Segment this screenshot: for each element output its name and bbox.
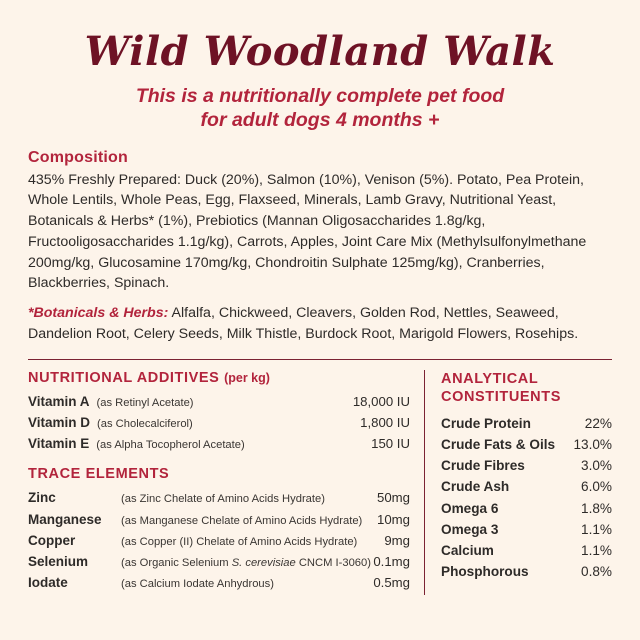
trace-value: 10mg [377,511,410,527]
table-row [28,413,410,433]
constituent-value: 3.0% [581,458,612,474]
trace-desc: (as Copper (II) Chelate of Amino Acids Hydrate) [121,535,358,548]
trace-value: 9mg [384,532,410,548]
table-row [441,476,612,497]
trace-value: 0.1mg [373,554,410,570]
table-row [28,434,410,454]
constituent-name: Crude Ash [441,479,510,495]
tables-row [28,370,612,595]
trace-desc: (as Manganese Chelate of Amino Acids Hydrate) [121,514,363,527]
analytical-heading-line-2: CONSTITUENTS [441,388,561,405]
table-row [441,561,612,582]
constituent-value: 13.0% [573,437,612,453]
composition-body: 435% Freshly Prepared: Duck (20%), Salmon (10%), Venison (5%). Potato, Pea Protein, Whole Lentils, Whole Peas, Egg, Flaxseed, Minerals, Lamb Gravy, Nutritional Yeast, Botanicals & Herbs* (1%), Prebiotics (Mannan Oligosaccharides 1.8g/kg, Fructooligosaccharides 1.1g/kg), Carrots, Apples, Joint Care Mix (Methylsulfonylmethane 200mg/kg, Glucosamine 170mg/kg, Chondroitin Sulphate 125mg/kg), Cranberries, Blackberries, Spinach. [28,171,587,292]
analytical-heading-line-1: ANALYTICAL [441,370,539,387]
subtitle [28,84,612,133]
constituent-value: 22% [584,415,612,431]
additive-value: 18,000 IU [352,393,410,409]
table-row [28,488,410,508]
analytical-constituents-column [425,370,612,595]
table-row [28,531,410,551]
botanicals-body: Alfalfa, Chickweed, Cleavers, Golden Rod, Nettles, Seaweed, Dandelion Root, Celery Seeds, Milk Thistle, Burdock Root, Marigold Flowers, Rosehips. [28,305,579,342]
constituent-value: 1.1% [581,521,612,537]
nutritional-additives-heading [28,370,410,386]
constituent-value: 0.8% [581,564,612,580]
trace-desc: (as Zinc Chelate of Amino Acids Hydrate) [121,493,325,506]
subtitle-line-2: for adult dogs 4 months + [200,109,440,132]
additive-name: Vitamin D [28,414,91,430]
table-row [441,540,612,561]
trace-desc [114,555,373,572]
constituent-name: Crude Fats & Oils [441,437,556,453]
constituent-value: 1.1% [581,543,612,559]
constituent-name: Omega 3 [441,521,499,537]
constituent-value: 1.8% [581,500,612,516]
trace-value: 50mg [377,490,410,506]
table-row [28,573,410,593]
nutritional-additives-per-kg: (per kg) [224,370,270,385]
composition-heading: Composition [28,148,128,166]
additive-value: 1,800 IU [360,414,410,430]
additive-desc: (as Retinyl Acetate) [96,396,194,409]
trace-elements-heading: TRACE ELEMENTS [28,466,170,483]
additive-name: Vitamin A [28,393,90,409]
divider-horizontal [28,359,612,360]
table-row [441,455,612,476]
trace-name: Copper [28,532,76,548]
table-row [441,498,612,519]
trace-name: Manganese [28,511,102,527]
botanicals-label: *Botanicals & Herbs: [28,305,169,322]
botanicals-note [28,303,612,344]
trace-desc-species: S. cerevisiae [231,557,296,570]
nutritional-additives-heading-text: NUTRITIONAL ADDITIVES [28,369,220,386]
trace-name: Zinc [28,490,56,506]
constituent-name: Phosphorous [441,564,529,580]
subtitle-line-1: This is a nutritionally complete pet food [135,85,505,107]
table-row [28,552,410,572]
additives-column [28,370,424,595]
analytical-constituents-heading [441,370,612,406]
constituent-name: Crude Fibres [441,458,525,474]
table-row [441,413,612,434]
constituent-name: Calcium [441,543,494,559]
additive-value: 150 IU [371,436,410,452]
table-row [28,510,410,530]
trace-desc: (as Calcium Iodate Anhydrous) [121,578,274,591]
trace-desc-pre: (as Organic Selenium [121,557,232,570]
table-row [441,434,612,455]
trace-name: Selenium [28,554,89,570]
trace-value: 0.5mg [373,575,410,591]
constituent-name: Crude Protein [441,415,531,431]
constituent-name: Omega 6 [441,500,499,516]
table-row [441,519,612,540]
additive-desc: (as Cholecalciferol) [97,417,193,430]
additive-name: Vitamin E [28,436,90,452]
trace-desc-post: CNCM I-3060) [295,557,371,570]
trace-name: Iodate [28,575,68,591]
table-row [28,392,410,412]
additive-desc: (as Alpha Tocopherol Acetate) [96,439,245,452]
constituent-value: 6.0% [581,479,612,495]
page-title: Wild Woodland Walk [84,28,556,75]
